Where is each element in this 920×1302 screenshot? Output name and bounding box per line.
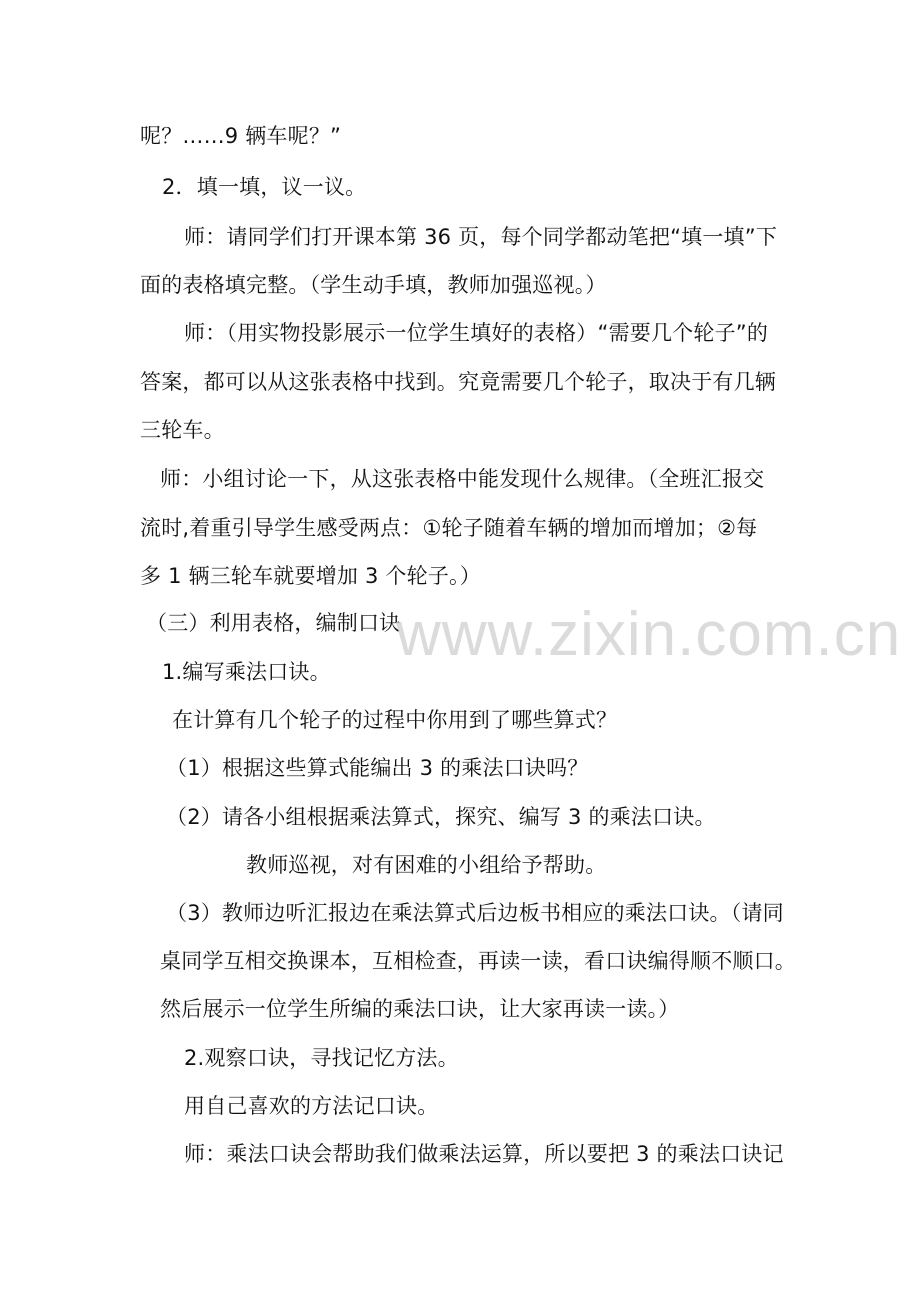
text-line: 答案，都可以从这张表格中找到。究竟需要几个轮子，取决于有几辆 bbox=[140, 370, 776, 394]
text-line: 面的表格填完整。（学生动手填，教师加强巡视。） bbox=[140, 273, 607, 297]
text-line: 用自己喜欢的方法记口诀。 bbox=[184, 1094, 439, 1118]
subsection-heading: 1.编写乘法口诀。 bbox=[162, 660, 331, 684]
watermark: www.zixin.com.cn bbox=[396, 600, 902, 669]
text-line: 师：乘法口诀会帮助我们做乘法运算，所以要把 3 的乘法口诀记 bbox=[184, 1142, 784, 1166]
text-line: 师：（用实物投影展示一位学生填好的表格）“需要几个轮子”的 bbox=[184, 321, 769, 345]
subsection-heading: 2.观察口诀，寻找记忆方法。 bbox=[184, 1046, 459, 1070]
section-heading: 2．填一填，议一议。 bbox=[162, 175, 367, 199]
text-line: 师：请同学们打开课本第 36 页，每个同学都动笔把“填一填”下 bbox=[184, 225, 778, 249]
text-line: 教师巡视，对有困难的小组给予帮助。 bbox=[246, 853, 607, 877]
text-line: 流时,着重引导学生感受两点：①轮子随着车辆的增加而增加；②每 bbox=[140, 516, 758, 540]
section-heading: （三）利用表格，编制口诀 bbox=[146, 611, 401, 635]
text-line: 三轮车。 bbox=[140, 418, 225, 442]
text-line: （2）请各小组根据乘法算式，探究、编写 3 的乘法口诀。 bbox=[166, 805, 716, 829]
text-line: 桌同学互相交换课本，互相检查，再读一读，看口诀编得顺不顺口。 bbox=[160, 949, 796, 973]
text-line: 呢？……9 辆车呢？” bbox=[140, 124, 342, 148]
text-line: 在计算有几个轮子的过程中你用到了哪些算式？ bbox=[172, 708, 618, 732]
text-line: （1）根据这些算式能编出 3 的乘法口诀吗？ bbox=[166, 756, 589, 780]
text-line: （3）教师边听汇报边在乘法算式后边板书相应的乘法口诀。（请同 bbox=[166, 901, 784, 925]
text-line: 师：小组讨论一下，从这张表格中能发现什么规律。（全班汇报交 bbox=[160, 467, 765, 491]
text-line: 多 1 辆三轮车就要增加 3 个轮子。） bbox=[140, 564, 481, 588]
text-line: 然后展示一位学生所编的乘法口诀，让大家再读一读。） bbox=[160, 997, 680, 1021]
